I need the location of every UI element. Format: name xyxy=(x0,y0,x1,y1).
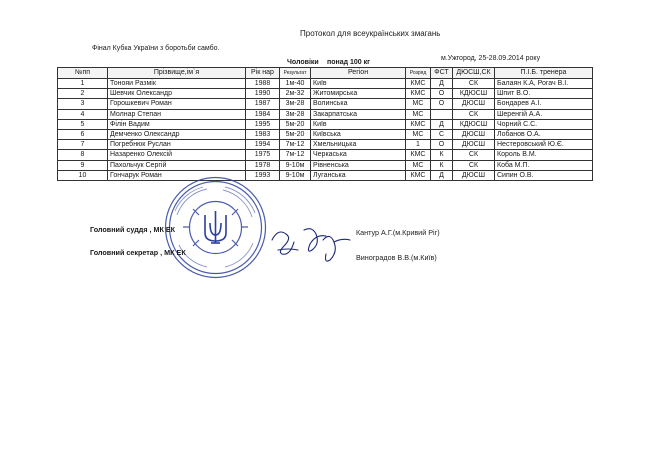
cell-name: Молнар Степан xyxy=(108,109,246,119)
cell-result: 3м-28 xyxy=(280,99,311,109)
cell-region: Житомирська xyxy=(311,89,406,99)
cell-result: 9-10м xyxy=(280,160,311,170)
cell-coach: Шеренгій А.А. xyxy=(495,109,593,119)
signature-scribble xyxy=(268,220,358,265)
cell-name: Шевчик Олександр xyxy=(108,89,246,99)
cell-rank: МС xyxy=(406,160,431,170)
official-stamp xyxy=(163,175,268,280)
cell-school: КДЮСШ xyxy=(453,89,495,99)
cell-fst: Д xyxy=(431,119,453,129)
cell-rank: КМС xyxy=(406,89,431,99)
cell-name: Демченко Олександр xyxy=(108,130,246,140)
cell-result: 2м-32 xyxy=(280,89,311,99)
cell-region: Волинська xyxy=(311,99,406,109)
cell-name: Гончарук Роман xyxy=(108,170,246,180)
cell-fst: К xyxy=(431,160,453,170)
cell-birth-year: 1995 xyxy=(246,119,280,129)
cell-rank: КМС xyxy=(406,170,431,180)
cell-coach: Шпит В.О. xyxy=(495,89,593,99)
cell-number: 7 xyxy=(58,140,108,150)
cell-fst: С xyxy=(431,130,453,140)
table-row xyxy=(58,119,593,129)
cell-school: СК xyxy=(453,150,495,160)
cell-name: Горошкевич Роман xyxy=(108,99,246,109)
cell-birth-year: 1990 xyxy=(246,89,280,99)
cell-school: КДЮСШ xyxy=(453,119,495,129)
cell-result: 5м-20 xyxy=(280,119,311,129)
cell-coach: Нестеровський Ю.Є. xyxy=(495,140,593,150)
cell-fst xyxy=(431,109,453,119)
cell-result: 3м-28 xyxy=(280,109,311,119)
place-date: м.Ужгород, 25-28.09.2014 року xyxy=(441,55,541,62)
col-header-name: Прізвище,ім`я xyxy=(108,68,246,79)
cell-number: 6 xyxy=(58,130,108,140)
cell-school: ДЮСШ xyxy=(453,99,495,109)
col-header-school: ДЮСШ,СК xyxy=(453,68,495,79)
cell-birth-year: 1984 xyxy=(246,109,280,119)
cell-result: 9-10м xyxy=(280,170,311,180)
col-header-fst: ФСТ xyxy=(431,68,453,79)
col-header-number: №пп xyxy=(58,68,108,79)
cell-birth-year: 1988 xyxy=(246,79,280,89)
cell-coach: Балаян К.А, Рогач В.І. xyxy=(495,79,593,89)
cell-region: Рівненська xyxy=(311,160,406,170)
cell-rank: 1 xyxy=(406,140,431,150)
competition-name: Фінал Кубка України з боротьби самбо. xyxy=(92,45,220,52)
cell-region: Київ xyxy=(311,119,406,129)
cell-number: 3 xyxy=(58,99,108,109)
cell-fst: О xyxy=(431,99,453,109)
cell-birth-year: 1994 xyxy=(246,140,280,150)
cell-birth-year: 1987 xyxy=(246,99,280,109)
cell-rank: КМС xyxy=(406,119,431,129)
table-row xyxy=(58,150,593,160)
chief-judge-label: Головний суддя , МК ЕК xyxy=(90,225,176,234)
category-weight: понад 100 кг xyxy=(327,59,371,66)
cell-result: 5м-20 xyxy=(280,130,311,140)
trident-emblem xyxy=(205,211,226,243)
cell-number: 10 xyxy=(58,170,108,180)
cell-region: Луганська xyxy=(311,170,406,180)
cell-region: Київ xyxy=(311,79,406,89)
table-row xyxy=(58,130,593,140)
cell-fst: Д xyxy=(431,79,453,89)
cell-birth-year: 1978 xyxy=(246,160,280,170)
results-table xyxy=(57,67,593,181)
table-row xyxy=(58,99,593,109)
cell-coach: Лобанов О.А. xyxy=(495,130,593,140)
cell-rank: КМС xyxy=(406,150,431,160)
cell-school: СК xyxy=(453,109,495,119)
cell-region: Черкаська xyxy=(311,150,406,160)
cell-region: Закарпатська xyxy=(311,109,406,119)
cell-rank: КМС xyxy=(406,79,431,89)
cell-number: 8 xyxy=(58,150,108,160)
table-header-row xyxy=(58,68,593,79)
cell-number: 2 xyxy=(58,89,108,99)
cell-result: 7м-12 xyxy=(280,140,311,150)
cell-name: Погребнюк Руслан xyxy=(108,140,246,150)
cell-name: Філін Вадим xyxy=(108,119,246,129)
cell-school: СК xyxy=(453,160,495,170)
cell-school: ДЮСШ xyxy=(453,140,495,150)
table-row xyxy=(58,170,593,180)
category-gender: Чоловіки xyxy=(287,59,319,66)
table-row xyxy=(58,160,593,170)
cell-fst: Д xyxy=(431,170,453,180)
cell-fst: О xyxy=(431,89,453,99)
table-row xyxy=(58,109,593,119)
col-header-rank: Розряд xyxy=(406,68,431,79)
chief-secretary-label: Головний секретар , МК ЕК xyxy=(90,248,186,257)
cell-coach: Чорний С.С. xyxy=(495,119,593,129)
cell-rank: МС xyxy=(406,99,431,109)
cell-birth-year: 1993 xyxy=(246,170,280,180)
cell-rank: МС xyxy=(406,109,431,119)
cell-coach: Коба М.П. xyxy=(495,160,593,170)
cell-number: 9 xyxy=(58,160,108,170)
cell-name: Тонояи Размік xyxy=(108,79,246,89)
chief-judge-name: Кантур А.Г.(м.Кривий Ріг) xyxy=(356,228,440,237)
cell-number: 1 xyxy=(58,79,108,89)
cell-number: 4 xyxy=(58,109,108,119)
cell-birth-year: 1983 xyxy=(246,130,280,140)
cell-school: ДЮСШ xyxy=(453,130,495,140)
cell-fst: К xyxy=(431,150,453,160)
cell-fst: О xyxy=(431,140,453,150)
cell-birth-year: 1975 xyxy=(246,150,280,160)
cell-name: Пахольчук Сергій xyxy=(108,160,246,170)
col-header-result: Результат xyxy=(280,68,311,79)
table-row xyxy=(58,140,593,150)
cell-region: Хмельницька xyxy=(311,140,406,150)
cell-name: Назаренко Олексій xyxy=(108,150,246,160)
table-row xyxy=(58,89,593,99)
col-header-region: Регіон xyxy=(311,68,406,79)
col-header-birth-year: Рік нар xyxy=(246,68,280,79)
cell-coach: Сипин О.В. xyxy=(495,170,593,180)
cell-region: Київська xyxy=(311,130,406,140)
cell-result: 7м-12 xyxy=(280,150,311,160)
cell-rank: МС xyxy=(406,130,431,140)
col-header-coach: П.І.Б. тренера xyxy=(495,68,593,79)
cell-coach: Король В.М. xyxy=(495,150,593,160)
cell-coach: Бондарев А.І. xyxy=(495,99,593,109)
document-title: Протокол для всеукраїнських змагань xyxy=(300,29,441,38)
cell-number: 5 xyxy=(58,119,108,129)
cell-result: 1м-40 xyxy=(280,79,311,89)
chief-secretary-name: Виноградов В.В.(м.Київ) xyxy=(356,253,437,262)
cell-school: СК xyxy=(453,79,495,89)
table-row xyxy=(58,79,593,89)
cell-school: ДЮСШ xyxy=(453,170,495,180)
